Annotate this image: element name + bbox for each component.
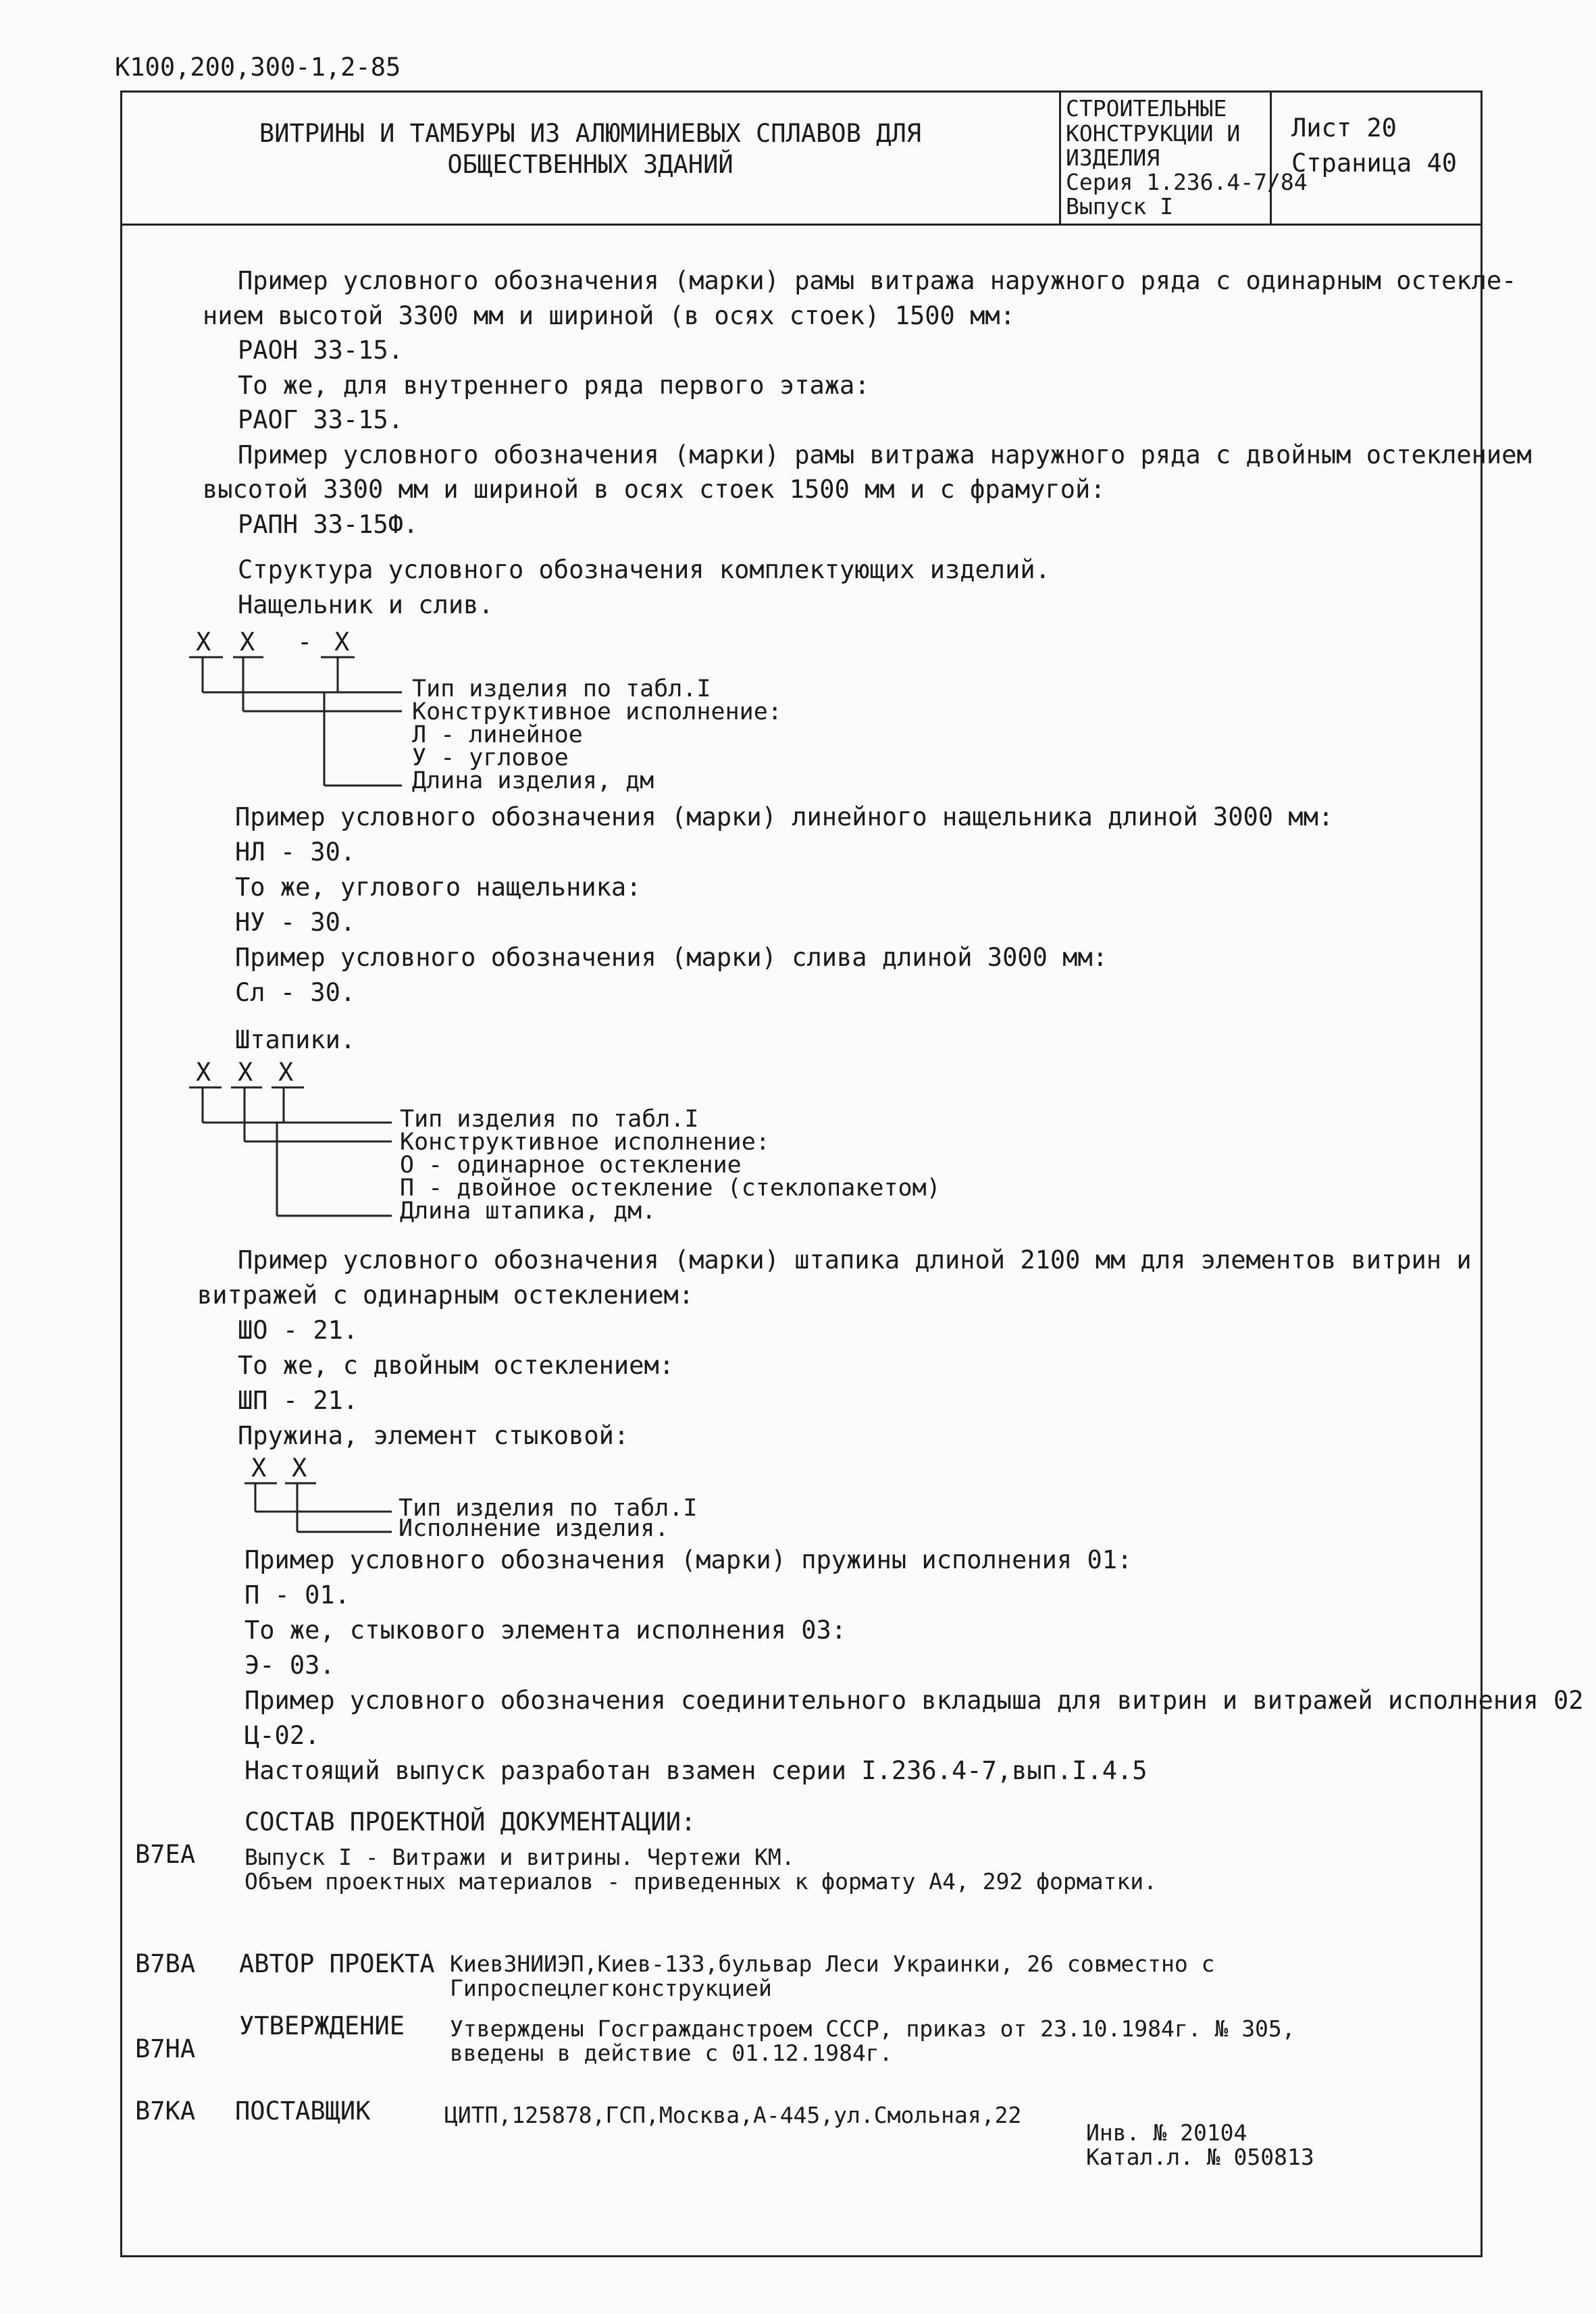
- scheme-label: У - угловое: [412, 744, 569, 771]
- composition-code: В7ЕА: [135, 1840, 196, 1869]
- section3-example: То же, стыкового элемента исполнения 03:: [244, 1616, 847, 1645]
- scheme-x: Х: [196, 1058, 211, 1087]
- header-col-divider-2: [1270, 91, 1272, 225]
- section3-scheme: [236, 1451, 777, 1545]
- footer-code: В7ВА: [135, 1949, 196, 1978]
- sheet-number: Лист 20: [1291, 113, 1397, 143]
- section2-title: Штапики.: [235, 1025, 356, 1054]
- section2-example: То же, с двойным остеклением:: [238, 1351, 675, 1380]
- header-divider: [120, 224, 1483, 226]
- intro-line: высотой 3300 мм и шириной в осях стоек 1500 мм и с фрамугой:: [203, 475, 1106, 504]
- intro-line: Пример условного обозначения (марки) рамы витража наружного ряда с одинарным остекле-: [238, 266, 1517, 295]
- footer-value: Утверждены Госгражданстроем СССР, приказ от 23.10.1984г. № 305,: [450, 2015, 1295, 2042]
- section3-title: Пружина, элемент стыковой:: [238, 1421, 629, 1450]
- scheme-label: Длина штапика, дм.: [400, 1198, 657, 1225]
- series-line-3: ИЗДЕЛИЯ: [1066, 145, 1160, 171]
- composition-line2: Объем проектных материалов - приведенных к формату А4, 292 форматки.: [244, 1868, 1158, 1895]
- series-line-2: КОНСТРУКЦИИ И: [1066, 120, 1241, 147]
- catalog-number: Катал.л. № 050813: [1086, 2144, 1314, 2170]
- scheme-label: Исполнение изделия.: [398, 1515, 669, 1542]
- footer-label: УТВЕРЖДЕНИЕ: [239, 2011, 405, 2040]
- section3-mark: П - 01.: [244, 1580, 350, 1610]
- document-code: К100,200,300-1,2-85: [115, 53, 401, 82]
- series-line-4: Серия 1.236.4-7/84: [1066, 169, 1308, 195]
- section3-mark: Ц-02.: [244, 1721, 320, 1750]
- scheme-label: Тип изделия по табл.I: [400, 1106, 699, 1133]
- scheme-label: Конструктивное исполнение:: [400, 1129, 770, 1156]
- scheme-label: О - одинарное остекление: [400, 1152, 742, 1179]
- scheme-label: Тип изделия по табл.I: [398, 1495, 698, 1522]
- header-title-line1: ВИТРИНЫ И ТАМБУРЫ ИЗ АЛЮМИНИЕВЫХ СПЛАВОВ ДЛЯ: [259, 119, 922, 148]
- intro-line: нием высотой 3300 мм и шириной (в осях стоек) 1500 мм:: [203, 301, 1015, 330]
- section2-mark: ШО - 21.: [238, 1316, 359, 1345]
- section2-mark: ШП - 21.: [238, 1386, 359, 1415]
- section1-mark: Сл - 30.: [235, 978, 356, 1007]
- intro-line: Пример условного обозначения (марки) рамы витража наружного ряда с двойным остеклением: [238, 440, 1532, 469]
- footer-label: АВТОР ПРОЕКТА: [239, 1949, 435, 1978]
- footer-value: Гипроспецлегконструкцией: [450, 1975, 772, 2001]
- scheme-label: Длина изделия, дм: [412, 767, 654, 794]
- footer-value: ЦИТП,125878,ГСП,Москва,А-445,ул.Смольная,22: [444, 2102, 1022, 2128]
- structure-title: Структура условного обозначения комплектующих изделий.: [238, 555, 1050, 584]
- section1-title: Нащельник и слив.: [238, 590, 494, 619]
- scheme-x: Х: [196, 627, 211, 657]
- scheme-x: Х: [292, 1454, 307, 1483]
- scheme-dash: -: [297, 627, 313, 657]
- footer-code: В7КА: [135, 2097, 196, 2126]
- section2-scheme: [182, 1055, 993, 1231]
- scheme-x: Х: [240, 627, 255, 657]
- header-col-divider-1: [1059, 91, 1061, 225]
- scheme-x: Х: [334, 627, 350, 657]
- scheme-x: Х: [238, 1058, 253, 1087]
- footer-value: КиевЗНИИЭП,Киев-133,бульвар Леси Украинки, 26 совместно с: [450, 1951, 1215, 1977]
- scheme-label: Конструктивное исполнение:: [412, 698, 782, 725]
- scheme-x: Х: [278, 1058, 294, 1087]
- section2-example: Пример условного обозначения (марки) штапика длиной 2100 мм для элементов витрин и: [238, 1245, 1472, 1275]
- section3-example: Пример условного обозначения соединительного вкладыша для витрин и витражей исполнения 02: [244, 1686, 1584, 1715]
- composition-line1: Выпуск I - Витражи и витрины. Чертежи КМ.: [244, 1844, 795, 1870]
- section1-example: Пример условного обозначения (марки) слива длиной 3000 мм:: [235, 943, 1108, 972]
- page-number: Страница 40: [1291, 149, 1458, 178]
- inventory-number: Инв. № 20104: [1086, 2119, 1247, 2146]
- series-line-1: СТРОИТЕЛЬНЫЕ: [1066, 95, 1227, 122]
- section1-example: То же, углового нащельника:: [235, 873, 642, 902]
- footer-value: введены в действие с 01.12.1984г.: [450, 2040, 893, 2066]
- section1-mark: НУ - 30.: [235, 908, 356, 937]
- intro-mark: РАОГ 33-15.: [238, 405, 404, 434]
- header-title-line2: ОБЩЕСТВЕННЫХ ЗДАНИЙ: [447, 150, 733, 179]
- section1-example: Пример условного обозначения (марки) линейного нащельника длиной 3000 мм:: [235, 802, 1334, 831]
- footer-label: ПОСТАВЩИК: [235, 2097, 371, 2126]
- footer-code: В7НА: [135, 2034, 196, 2063]
- section1-mark: НЛ - 30.: [235, 838, 356, 867]
- intro-mark: РАПН 33-15Ф.: [238, 510, 419, 539]
- series-line-5: Выпуск I: [1066, 193, 1173, 220]
- scheme-x: Х: [251, 1454, 267, 1483]
- scheme-label: П - двойное остекление (стеклопакетом): [400, 1175, 941, 1202]
- scheme-label: Тип изделия по табл.I: [412, 675, 711, 702]
- intro-mark: РАОН 33-15.: [238, 336, 404, 365]
- section1-scheme: [182, 625, 790, 794]
- replacement-note: Настоящий выпуск разработан взамен серии I.236.4-7,вып.I.4.5: [244, 1756, 1148, 1785]
- section3-mark: Э- 03.: [244, 1651, 335, 1680]
- scheme-label: Л - линейное: [412, 721, 583, 748]
- composition-title: СОСТАВ ПРОЕКТНОЙ ДОКУМЕНТАЦИИ:: [244, 1807, 696, 1836]
- intro-line: То же, для внутреннего ряда первого этажа:: [238, 371, 870, 400]
- section2-example: витражей с одинарным остеклением:: [197, 1281, 694, 1310]
- section3-example: Пример условного обозначения (марки) пружины исполнения 01:: [244, 1545, 1133, 1574]
